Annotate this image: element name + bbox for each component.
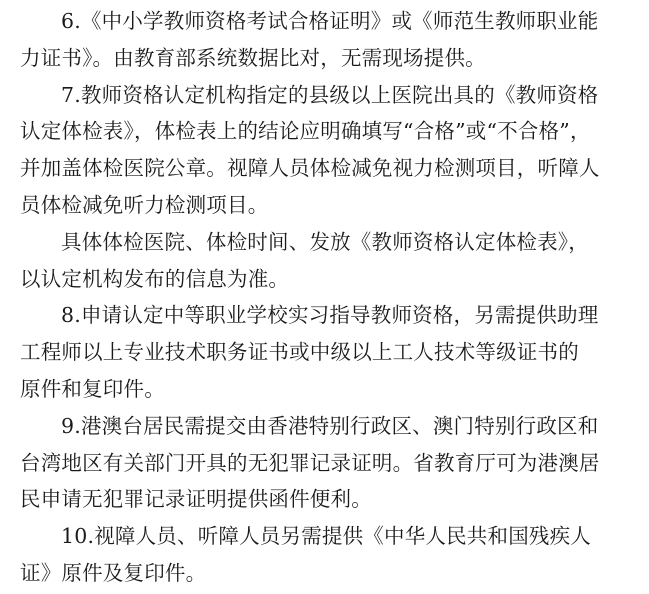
item-7-line-2: 认定体检表》，体检表上的结论应明确填写“合格”或“不合格”， [20,119,591,144]
item-10-line-2: 证》原件及复印件。 [20,560,207,585]
item-10-line-1: 10.视障人员、听障人员另需提供《中华人民共和国残疾人 [61,524,592,549]
item-9-line-2: 台湾地区有关部门开具的无犯罪记录证明。省教育厅可为港澳居 [20,450,600,475]
item-9-line-3: 民申请无犯罪记录证明提供函件便利。 [20,487,372,512]
item-6-line-1: 6.《中小学教师资格考试合格证明》或《师范生教师职业能 [61,9,599,33]
item-8-line-1: 8.申请认定中等职业学校实习指导教师资格，另需提供助理 [61,303,599,328]
item-7-line-4: 员体检减免听力检测项目。 [20,192,269,217]
item-7-line-3: 并加盖体检医院公章。视障人员体检减免视力检测项目，听障人 [20,156,600,181]
item-6-line-2: 力证书》。由教育部系统数据比对，无需现场提供。 [20,45,486,70]
item-8-line-2: 工程师以上专业技术职务证书或中级以上工人技术等级证书的 [20,340,579,365]
item-7-line-1: 7.教师资格认定机构指定的县级以上医院出具的《教师资格 [61,82,599,107]
exam-note-line-1: 具体体检医院、体检时间、发放《教师资格认定体检表》， [61,229,589,254]
item-9-line-1: 9.港澳台居民需提交由香港特别行政区、澳门特别行政区和 [61,413,599,438]
exam-note-line-2: 以认定机构发布的信息为准。 [20,266,290,291]
item-8-line-3: 原件和复印件。 [20,376,165,401]
